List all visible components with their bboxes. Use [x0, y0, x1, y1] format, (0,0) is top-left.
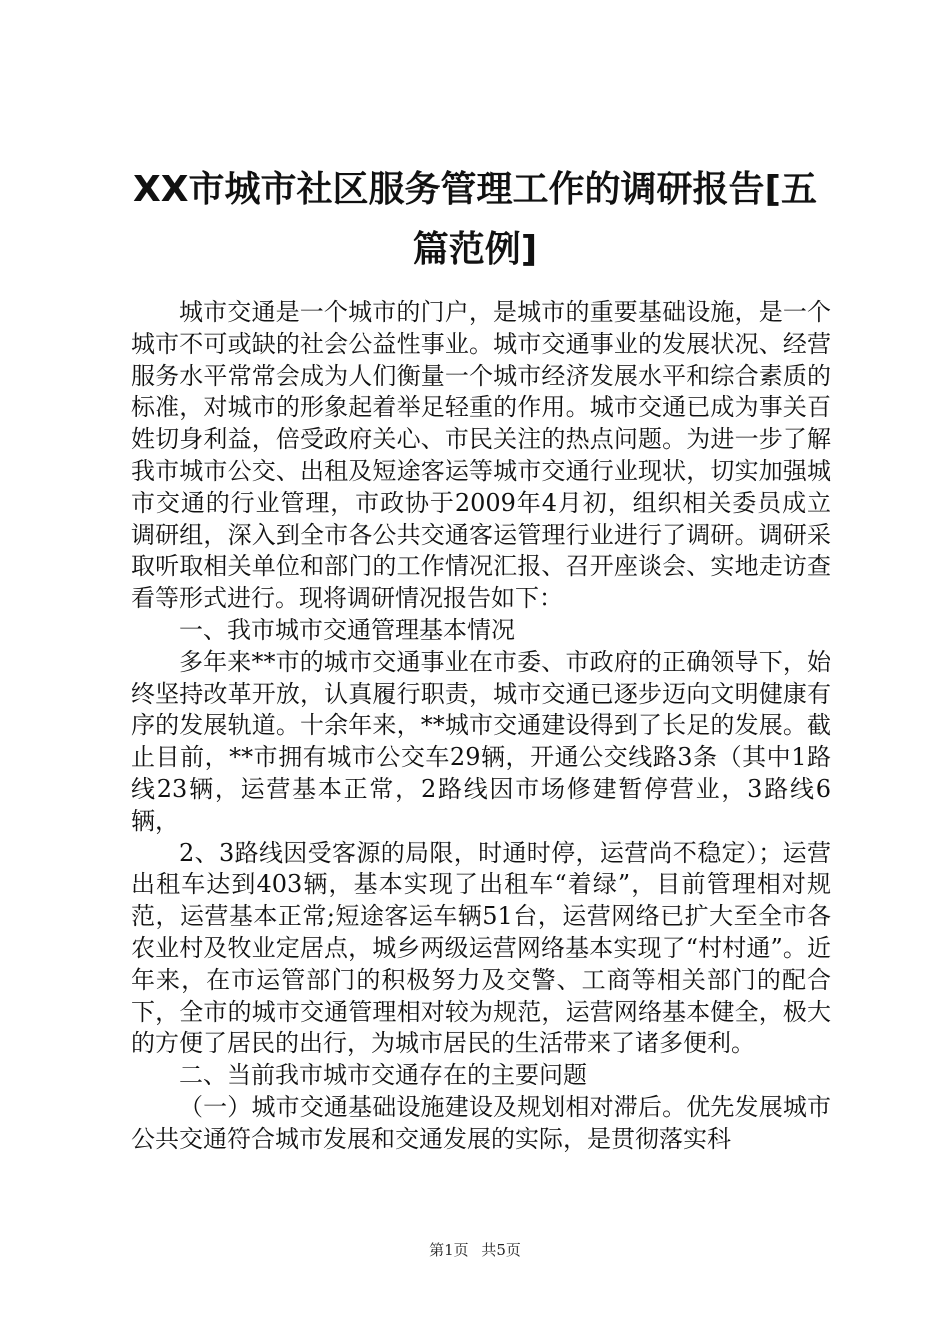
- page-number: 第1页: [429, 1241, 469, 1259]
- section-heading-2: 二、当前我市城市交通存在的主要问题: [179, 1061, 587, 1090]
- document-title: XX市城市社区服务管理工作的调研报告[五篇范例]: [133, 169, 817, 270]
- page-total: 共5页: [481, 1241, 521, 1259]
- paragraph-situation: 多年来**市的城市交通事业在市委、市政府的正确领导下，始终坚持改革开放，认真履行职责，城市交通已逐步迈向文明健康有序的发展轨道。十余年来，**城市交通建设得到了长足的发展。截止目前，**市拥有城市公交车29辆，开通公交线路3条（其中1路线23辆，运营基本正常，2路线因市场修建暂停营业，3路线6辆，: [131, 647, 831, 835]
- section-heading-1: 一、我市城市交通管理基本情况: [179, 615, 515, 644]
- paragraph-intro: 城市交通是一个城市的门户，是城市的重要基础设施，是一个城市不可或缺的社会公益性事业。城市交通事业的发展状况、经营服务水平常常会成为人们衡量一个城市经济发展水平和综合素质的标准，对城市的形象起着举足轻重的作用。城市交通已成为事关百姓切身利益，倍受政府关心、市民关注的热点问题。为进一步了解我市城市公交、出租及短途客运等城市交通行业现状，切实加强城市交通的行业管理，市政协于2009年4月初，组织相关委员成立调研组，深入到全市各公共交通客运管理行业进行了调研。调研采取听取相关单位和部门的工作情况汇报、召开座谈会、实地走访查看等形式进行。现将调研情况报告如下：: [131, 298, 831, 613]
- page-footer: [0, 1240, 950, 1260]
- document-body: [131, 297, 831, 1156]
- paragraph-problem-1: （一）城市交通基础设施建设及规划相对滞后。优先发展城市公共交通符合城市发展和交通发展的实际，是贯彻落实科: [131, 1092, 831, 1153]
- paragraph-situation-cont: 2、3路线因受客源的局限，时通时停，运营尚不稳定）；运营出租车达到403辆，基本实现了出租车“着绿”，目前管理相对规范，运营基本正常;短途客运车辆51台，运营网络已扩大至全市各农业村及牧业定居点，城乡两级运营网络基本实现了“村村通”。近年来，在市运管部门的积极努力及交警、工商等相关部门的配合下，全市的城市交通管理相对较为规范，运营网络基本健全，极大的方便了居民的出行，为城市居民的生活带来了诸多便利。: [131, 838, 831, 1058]
